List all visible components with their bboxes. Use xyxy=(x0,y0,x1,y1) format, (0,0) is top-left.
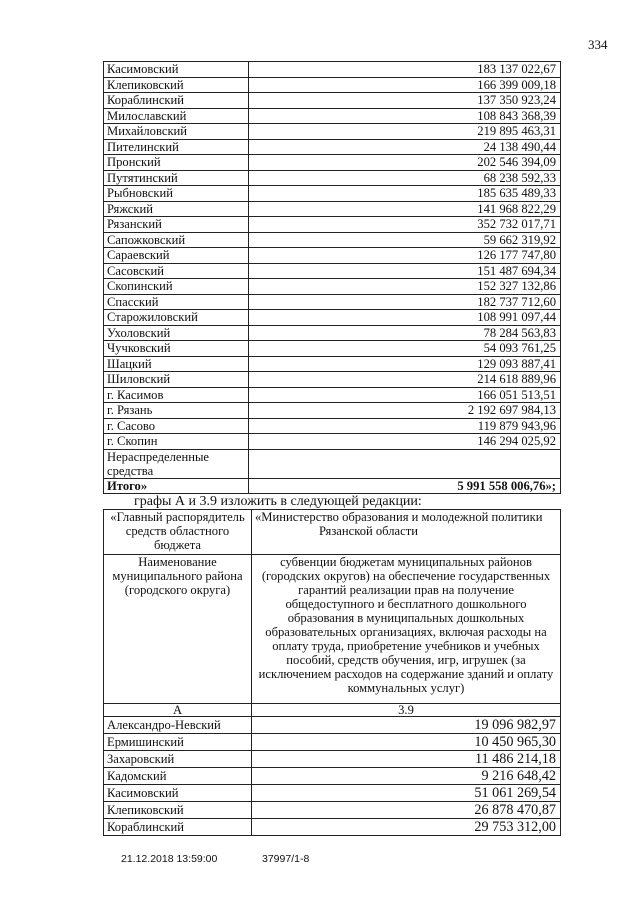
header-subvention-description: субвенции бюджетам муниципальных районов (городских округов) на обеспечение государственных гарантий реализации прав на получение общедоступного и бесплатного дошкольного образования в муниципальных дошкольных образовательных организациях, включая расходы на оплату труда, приобретение учебников и учебных пособий, средств обучения, игр, игрушек (за исключением расходов на содержание зданий и оплату коммунальных услуг) xyxy=(252,555,561,704)
header-ministry xyxy=(252,510,561,555)
district-amount: 183 137 022,67 xyxy=(249,62,561,78)
unallocated-row xyxy=(104,449,561,478)
district-amount: 137 350 923,24 xyxy=(249,93,561,109)
district-name: Сараевский xyxy=(104,248,249,264)
table-row xyxy=(104,124,561,140)
table-row xyxy=(104,232,561,248)
district-amount: 166 051 513,51 xyxy=(249,387,561,403)
district-name: Михайловский xyxy=(104,124,249,140)
district-name: Касимовский xyxy=(104,785,252,802)
district-name: Скопинский xyxy=(104,279,249,295)
table-row xyxy=(104,217,561,233)
header-ministry-line1: «Министерство образования и молодежной политики xyxy=(255,510,543,524)
district-amount: 54 093 761,25 xyxy=(249,341,561,357)
table-row xyxy=(104,186,561,202)
table-row xyxy=(104,418,561,434)
district-name: Кораблинский xyxy=(104,819,252,836)
district-name: Чучковский xyxy=(104,341,249,357)
district-amount: 119 879 943,96 xyxy=(249,418,561,434)
district-name: Сапожковский xyxy=(104,232,249,248)
district-amount: 24 138 490,44 xyxy=(249,139,561,155)
district-amount: 59 662 319,92 xyxy=(249,232,561,248)
table-row xyxy=(104,108,561,124)
subvention-table xyxy=(103,509,561,836)
district-name: Кадомский xyxy=(104,768,252,785)
district-name: Александро-Невский xyxy=(104,717,252,734)
table-row xyxy=(104,751,561,768)
allocation-table xyxy=(103,61,561,494)
district-name: Ермишинский xyxy=(104,734,252,751)
table-row xyxy=(104,372,561,388)
table-row xyxy=(104,341,561,357)
district-amount: 126 177 747,80 xyxy=(249,248,561,264)
district-name: Спасский xyxy=(104,294,249,310)
table-row xyxy=(104,77,561,93)
district-amount: 146 294 025,92 xyxy=(249,434,561,450)
table-row xyxy=(104,434,561,450)
district-amount: 151 487 694,34 xyxy=(249,263,561,279)
column-a-label: А xyxy=(104,704,252,717)
table-row xyxy=(104,62,561,78)
district-name: Касимовский xyxy=(104,62,249,78)
header-ministry-line2: Рязанской области xyxy=(319,524,418,538)
column-3-9-label: 3.9 xyxy=(252,704,561,717)
column-index-row xyxy=(104,704,561,717)
district-amount: 11 486 214,18 xyxy=(252,751,561,768)
district-name: Кораблинский xyxy=(104,93,249,109)
district-amount: 141 968 822,29 xyxy=(249,201,561,217)
table-row xyxy=(104,785,561,802)
table-row xyxy=(104,155,561,171)
district-name: Рязанский xyxy=(104,217,249,233)
table-row xyxy=(104,325,561,341)
header-row xyxy=(104,555,561,704)
table-row xyxy=(104,170,561,186)
table-row xyxy=(104,387,561,403)
district-name: Ухоловский xyxy=(104,325,249,341)
district-amount: 78 284 563,83 xyxy=(249,325,561,341)
district-amount: 19 096 982,97 xyxy=(252,717,561,734)
district-amount: 219 895 463,31 xyxy=(249,124,561,140)
district-name: Пителинский xyxy=(104,139,249,155)
table-row xyxy=(104,139,561,155)
table-row xyxy=(104,279,561,295)
header-main-administrator: «Главный распорядитель средств областного бюджета xyxy=(104,510,252,555)
district-amount: 352 732 017,71 xyxy=(249,217,561,233)
district-amount: 2 192 697 984,13 xyxy=(249,403,561,419)
table-row xyxy=(104,294,561,310)
district-name: г. Касимов xyxy=(104,387,249,403)
district-amount: 26 878 470,87 xyxy=(252,802,561,819)
table-row xyxy=(104,248,561,264)
district-name: Клепиковский xyxy=(104,77,249,93)
district-amount: 152 327 132,86 xyxy=(249,279,561,295)
unallocated-label: Нераспределенные средства xyxy=(104,449,249,478)
district-name: Захаровский xyxy=(104,751,252,768)
district-amount: 166 399 009,18 xyxy=(249,77,561,93)
district-name: Сасовский xyxy=(104,263,249,279)
district-name: г. Скопин xyxy=(104,434,249,450)
district-amount: 9 216 648,42 xyxy=(252,768,561,785)
table-row xyxy=(104,819,561,836)
district-name: Шацкий xyxy=(104,356,249,372)
unallocated-amount xyxy=(249,449,561,478)
table-row xyxy=(104,403,561,419)
district-name: Пронский xyxy=(104,155,249,171)
district-name: г. Сасово xyxy=(104,418,249,434)
district-amount: 51 061 269,54 xyxy=(252,785,561,802)
table-row xyxy=(104,356,561,372)
total-amount: 5 991 558 006,76»; xyxy=(249,478,561,493)
table-row xyxy=(104,734,561,751)
total-label: Итого» xyxy=(104,478,249,493)
table-row xyxy=(104,768,561,785)
district-amount: 185 635 489,33 xyxy=(249,186,561,202)
amendment-intro-text: графы А и 3.9 изложить в следующей редакции: xyxy=(134,494,422,509)
district-name: Клепиковский xyxy=(104,802,252,819)
table-row xyxy=(104,310,561,326)
table-row xyxy=(104,93,561,109)
table-row xyxy=(104,717,561,734)
footer-datetime: 21.12.2018 13:59:00 xyxy=(121,853,218,865)
district-amount: 108 843 368,39 xyxy=(249,108,561,124)
district-amount: 214 618 889,96 xyxy=(249,372,561,388)
district-name: Ряжский xyxy=(104,201,249,217)
total-row xyxy=(104,478,561,493)
district-amount: 29 753 312,00 xyxy=(252,819,561,836)
district-amount: 10 450 965,30 xyxy=(252,734,561,751)
district-amount: 68 238 592,33 xyxy=(249,170,561,186)
district-name: Путятинский xyxy=(104,170,249,186)
district-name: Старожиловский xyxy=(104,310,249,326)
page-number: 334 xyxy=(588,37,608,52)
header-district-name: Наименование муниципального района (городского округа) xyxy=(104,555,252,704)
footer-doc-number: 37997/1-8 xyxy=(262,853,310,865)
district-amount: 108 991 097,44 xyxy=(249,310,561,326)
district-amount: 129 093 887,41 xyxy=(249,356,561,372)
header-row xyxy=(104,510,561,555)
table-row xyxy=(104,802,561,819)
district-amount: 202 546 394,09 xyxy=(249,155,561,171)
table-row xyxy=(104,201,561,217)
district-name: Рыбновский xyxy=(104,186,249,202)
district-name: Шиловский xyxy=(104,372,249,388)
district-name: г. Рязань xyxy=(104,403,249,419)
table-row xyxy=(104,263,561,279)
district-amount: 182 737 712,60 xyxy=(249,294,561,310)
district-name: Милославский xyxy=(104,108,249,124)
